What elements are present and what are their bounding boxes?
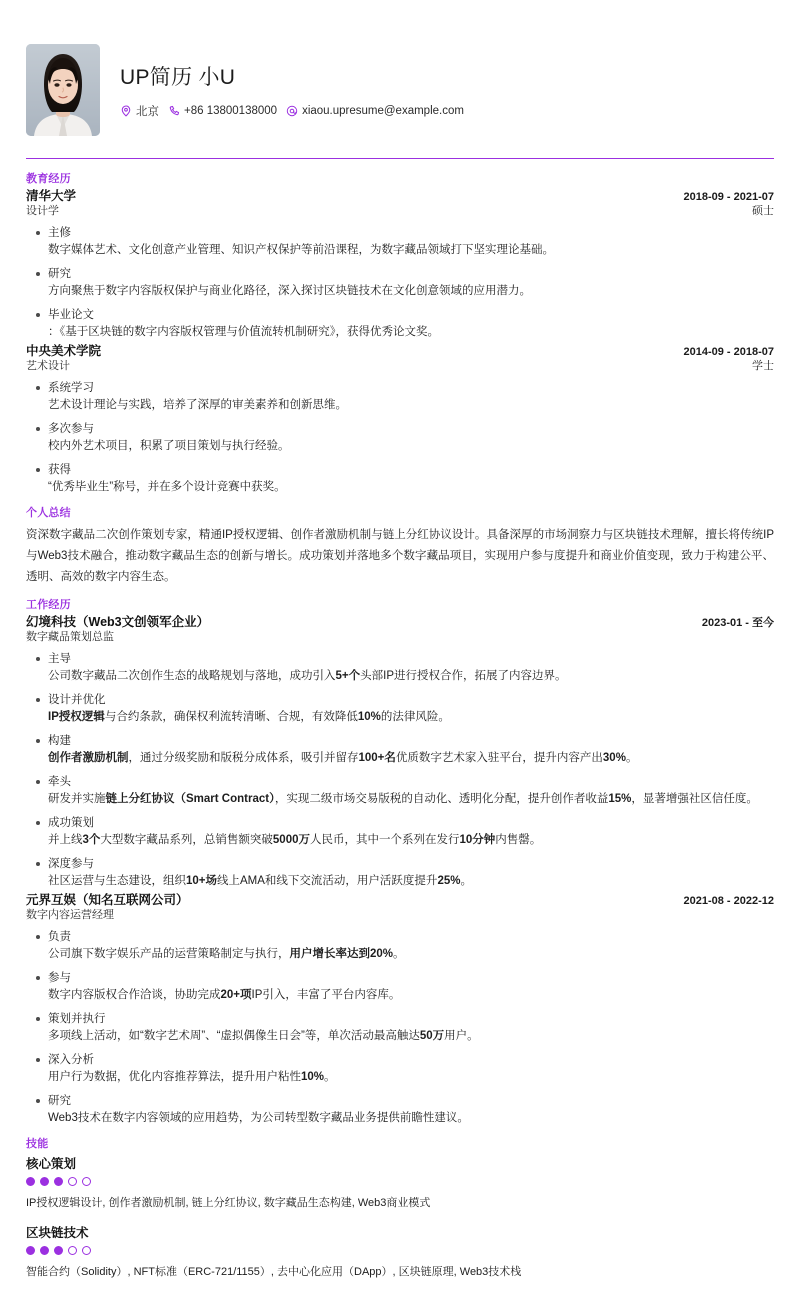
section-title-skills: 技能 [26,1137,49,1150]
bullet-text: 公司数字藏品二次创作生态的战略规划与落地，成功引入5+个头部IP进行授权合作，拓展了内容边界。 [48,670,567,683]
bullet-label: 系统学习 [48,382,94,395]
skill-name: 核心策划 [26,1156,77,1171]
bullet-item [48,1011,774,1045]
bullet-item [48,733,774,767]
entry-role: 数字内容运营经理 [26,908,114,921]
bullet-item [48,774,774,808]
skill-dot [68,1246,77,1255]
bullet-label: 构建 [48,735,71,748]
entry-dates: 2021-08 - 2022-12 [683,894,774,907]
resume-header [22,44,778,136]
bullet-item [48,307,774,341]
skill-rating [26,1177,774,1186]
skill-item [26,1225,774,1281]
bullet-text: 创作者激励机制，通过分级奖励和版税分成体系，吸引并留存100+名优质数字艺术家入驻平台，提升内容产出30%。 [48,751,638,764]
bullet-item [48,421,774,455]
phone-icon [168,105,180,117]
skill-dot [54,1177,63,1186]
entry-role: 艺术设计 [26,359,70,372]
skill-dot [68,1177,77,1186]
bullet-text: 并上线3个大型数字藏品系列，总销售额突破5000万人民币，其中一个系列在发行10分钟内售罄。 [48,833,542,846]
entry-subheader [26,204,774,219]
entry-subheader [26,359,774,374]
bullet-item [48,266,774,300]
bullet-text: 研发并实施链上分红协议（Smart Contract），实现二级市场交易版税的自动化、透明化分配，提升创作者收益15%，显著增强社区信任度。 [48,792,758,805]
entry-bullets [26,651,774,890]
bullet-item [48,1093,774,1127]
bullet-text: 公司旗下数字娱乐产品的运营策略制定与执行，用户增长率达到20%。 [48,947,405,960]
skill-dot [26,1246,35,1255]
section-skills [26,1138,774,1281]
contact-location-value: 北京 [136,105,159,118]
bullet-text: IP授权逻辑与合约条款，确保权利流转清晰、合规，有效降低10%的法律风险。 [48,710,450,723]
entry-header [26,188,774,205]
contact-email-value: xiaou.upresume@example.com [302,104,464,117]
entry-bullets [26,380,774,496]
entry-organization: 清华大学 [26,188,77,203]
skill-dot [82,1177,91,1186]
bullet-item [48,815,774,849]
header-divider [26,158,774,159]
resume-entry [26,343,774,496]
portrait-photo-icon [26,44,100,136]
bullet-label: 研究 [48,267,71,280]
resume-entry [26,892,774,1127]
entry-role: 设计学 [26,204,59,217]
location-pin-icon [120,105,132,117]
bullet-text: 社区运营与生态建设，组织10+场线上AMA和线下交流活动，用户活跃度提升25%。 [48,874,472,887]
contact-phone-value: +86 13800138000 [184,104,278,117]
experience-entries [26,614,774,1127]
bullet-item [48,462,774,496]
bullet-item [48,380,774,414]
entry-subheader [26,908,774,923]
bullet-label: 负责 [48,931,71,944]
contact-phone [168,105,277,117]
bullet-item [48,929,774,963]
bullet-label: 主导 [48,653,71,666]
bullet-label: 深入分析 [48,1053,94,1066]
bullet-label: 主修 [48,227,71,240]
page-title: UP简历 小U [120,66,236,90]
section-summary [26,507,774,589]
skill-rating [26,1246,774,1255]
bullet-label: 策划并执行 [48,1013,106,1026]
section-title-education: 教育经历 [26,173,71,185]
bullet-label: 牵头 [48,776,71,789]
bullet-text: ：《基于区块链的数字内容版权管理与价值流转机制研究》，获得优秀论文奖。 [48,325,439,338]
skill-item [26,1156,774,1212]
bullet-label: 毕业论文 [48,308,94,321]
bullet-item [48,651,774,685]
email-at-icon [286,105,298,117]
entry-header [26,343,774,360]
bullet-text: 用户行为数据，优化内容推荐算法，提升用户粘性10%。 [48,1070,336,1083]
education-entries [26,188,774,496]
bullet-text: 校内外艺术项目，积累了项目策划与执行经验。 [48,439,290,452]
entry-header [26,892,774,909]
entry-bullets [26,929,774,1127]
bullet-text: 数字内容版权合作洽谈，协助完成20+项IP引入，丰富了平台内容库。 [48,988,401,1001]
bullet-text: Web3技术在数字内容领域的应用趋势，为公司转型数字藏品业务提供前瞻性建议。 [48,1111,469,1124]
summary-text: 资深数字藏品二次创作策划专家，精通IP授权逻辑、创作者激励机制与链上分红协议设计。具备深厚的市场洞察力与区块链技术理解，擅长将传统IP与Web3技术融合，推动数字藏品生态的创新与增长。成功策划并落地多个数字藏品项目，实现用户参与度提升和商业价值变现，致力于构建公平、透明、高效的数字内容生态。 [26,528,774,584]
bullet-label: 设计并优化 [48,694,106,707]
skill-dot [40,1246,49,1255]
bullet-item [48,225,774,259]
bullet-label: 研究 [48,1094,71,1107]
bullet-label: 多次参与 [48,422,94,435]
entry-dates: 2023-01 - 至今 [701,617,774,630]
header-main [120,61,778,118]
skill-dot [82,1246,91,1255]
entry-organization: 元界互娱（知名互联网公司） [26,892,189,907]
bullet-item [48,1052,774,1086]
section-experience [26,599,774,1126]
entry-dates: 2014-09 - 2018-07 [683,345,774,358]
skill-dot [54,1246,63,1255]
entry-degree: 学士 [752,359,774,372]
skill-keywords: IP授权逻辑设计, 创作者激励机制, 链上分红协议, 数字藏品生态构建, Web3商业模式 [26,1197,431,1210]
skill-list [26,1156,774,1281]
bullet-item [48,692,774,726]
entry-header [26,614,774,631]
bullet-text: 多项线上活动，如“数字艺术周”、“虚拟偶像生日会”等，单次活动最高触达50万用户。 [48,1029,479,1042]
avatar [26,44,100,136]
contact-location [120,103,159,119]
section-title-summary: 个人总结 [26,506,71,519]
bullet-label: 深度参与 [48,857,94,870]
resume-entry [26,188,774,341]
entry-bullets [26,225,774,341]
skill-name: 区块链技术 [26,1225,89,1240]
bullet-label: 获得 [48,463,71,476]
entry-organization: 中央美术学院 [26,343,102,358]
resume-entry [26,614,774,890]
section-education [26,173,774,496]
bullet-label: 参与 [48,972,71,985]
entry-degree: 硕士 [752,204,774,217]
bullet-item [48,970,774,1004]
bullet-text: 艺术设计理论与实践，培养了深厚的审美素养和创新思维。 [48,398,347,411]
skill-dot [40,1177,49,1186]
bullet-text: “优秀毕业生”称号，并在多个设计竞赛中获奖。 [48,480,286,493]
section-title-experience: 工作经历 [26,599,71,612]
bullet-label: 成功策划 [48,817,94,830]
contact-list [120,103,778,119]
entry-dates: 2018-09 - 2021-07 [683,190,774,203]
bullet-item [48,856,774,890]
entry-organization: 幻境科技（Web3文创领军企业） [26,615,210,630]
contact-email [286,105,464,117]
skill-keywords: 智能合约（Solidity）, NFT标准（ERC-721/1155）, 去中心化应用（DApp）, 区块链原理, Web3技术栈 [26,1266,522,1279]
bullet-text: 方向聚焦于数字内容版权保护与商业化路径，深入探讨区块链技术在文化创意领域的应用潜力。 [48,284,531,297]
entry-subheader [26,630,774,645]
bullet-text: 数字媒体艺术、文化创意产业管理、知识产权保护等前沿课程，为数字藏品领域打下坚实理论基础。 [48,243,554,256]
skill-dot [26,1177,35,1186]
entry-role: 数字藏品策划总监 [26,630,114,643]
